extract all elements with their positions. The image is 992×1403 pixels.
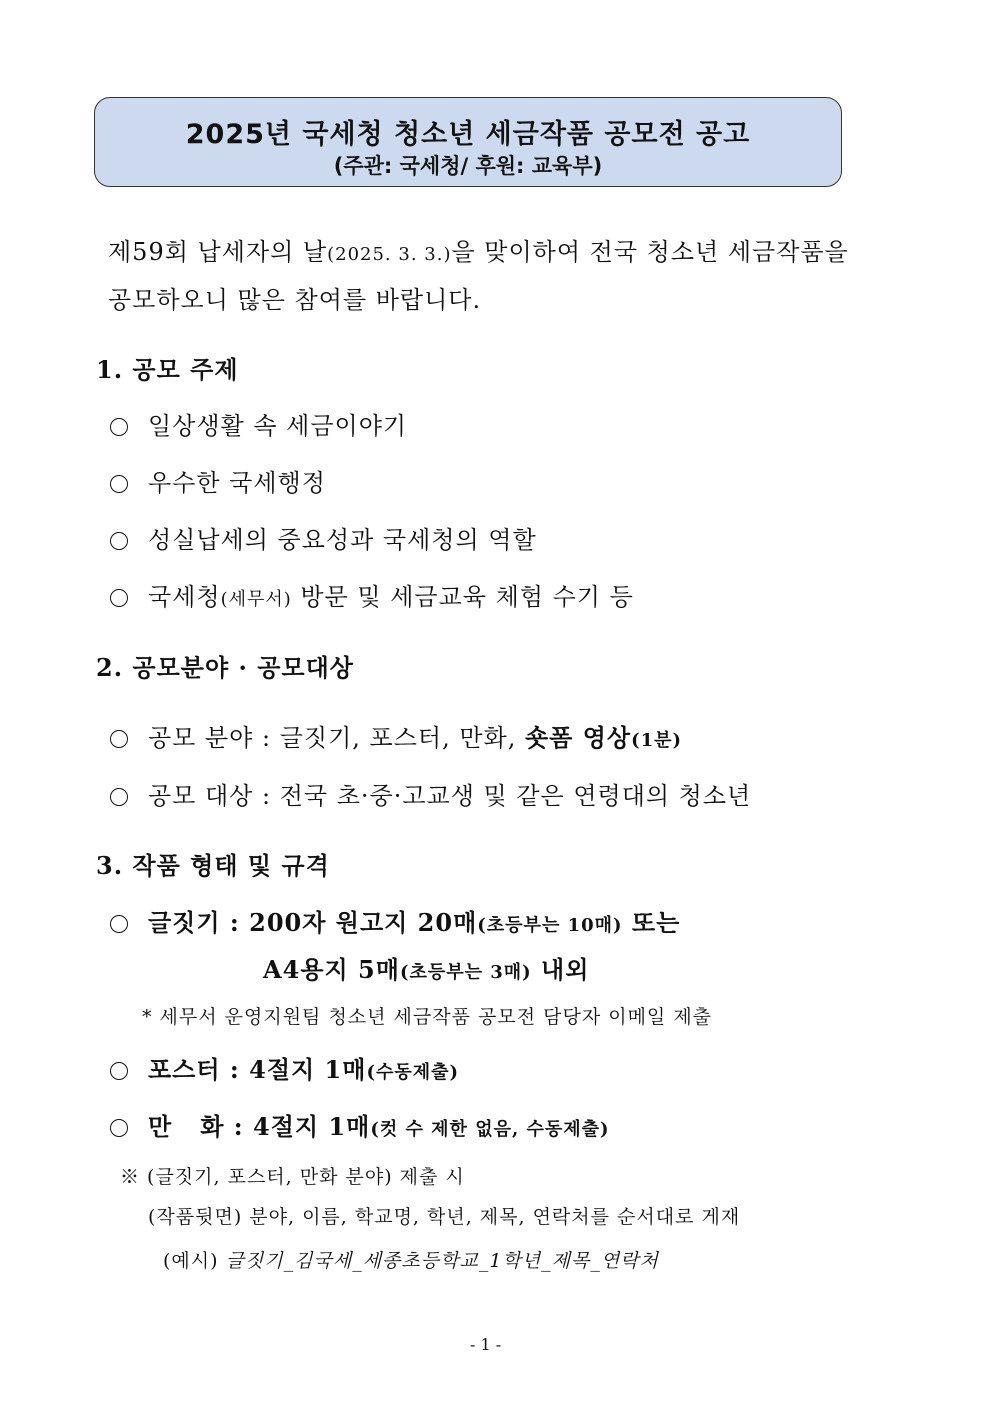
intro-line-1: [108, 232, 849, 267]
intro-text-cont: 을 맞이하여 전국 청소년 세금작품을: [451, 238, 849, 266]
list-item: 일상생활 속 세금이야기: [110, 406, 407, 441]
list-item: 공모 대상 : 전국 초·중·고교생 및 같은 연령대의 청소년: [110, 776, 751, 811]
list-item: 성실납세의 중요성과 국세청의 역할: [110, 520, 537, 555]
section1-heading: 1. 공모 주제: [96, 355, 239, 384]
list-item: 우수한 국세행정: [110, 463, 326, 498]
spec-essay: 글짓기 : 200자 원고지 20매(초등부는 10매) 또는: [110, 903, 680, 938]
spec-comic: 만 화 : 4절지 1매(컷 수 제한 없음, 수동제출): [110, 1107, 610, 1142]
page-number: - 1 -: [470, 1335, 502, 1354]
circle-bullet-icon: [110, 1062, 128, 1080]
circle-bullet-icon: [110, 788, 128, 806]
section3-heading: 3. 작품 형태 및 규격: [96, 851, 330, 880]
circle-bullet-icon: [110, 915, 128, 933]
notice-line-2: (작품뒷면) 분야, 이름, 학교명, 학년, 제목, 연락처를 순서대로 게재: [148, 1206, 741, 1228]
circle-bullet-icon: [110, 532, 128, 550]
list-item: 국세청(세무서) 방문 및 세금교육 체험 수기 등: [110, 577, 634, 612]
spec-poster: 포스터 : 4절지 1매(수동제출): [110, 1050, 459, 1085]
circle-bullet-icon: [110, 1119, 128, 1137]
intro-line-2: 공모하오니 많은 참여를 바랍니다.: [108, 286, 482, 314]
intro-date: (2025. 3. 3.): [327, 244, 452, 265]
circle-bullet-icon: [110, 730, 128, 748]
title-box: [94, 97, 842, 187]
circle-bullet-icon: [110, 418, 128, 436]
spec-essay-line2: A4용지 5매(초등부는 3매) 내외: [263, 955, 590, 984]
circle-bullet-icon: [110, 589, 128, 607]
notice-example: (예시) 글짓기_김국세_세종초등학교_1학년_제목_연락처: [163, 1250, 659, 1272]
notice-line-1: ※ (글짓기, 포스터, 만화 분야) 제출 시: [120, 1166, 465, 1188]
essay-note: * 세무서 운영지원팀 청소년 세금작품 공모전 담당자 이메일 제출: [142, 1006, 713, 1028]
list-item: 공모 분야 : 글짓기, 포스터, 만화, 숏폼 영상(1분): [110, 718, 682, 753]
page-subtitle: (주관: 국세청/ 후원: 교육부): [333, 154, 603, 178]
circle-bullet-icon: [110, 475, 128, 493]
intro-text: 제59회 납세자의 날: [108, 238, 328, 266]
page-title: 2025년 국세청 청소년 세금작품 공모전 공고: [185, 119, 751, 150]
section2-heading: 2. 공모분야 · 공모대상: [96, 653, 354, 682]
